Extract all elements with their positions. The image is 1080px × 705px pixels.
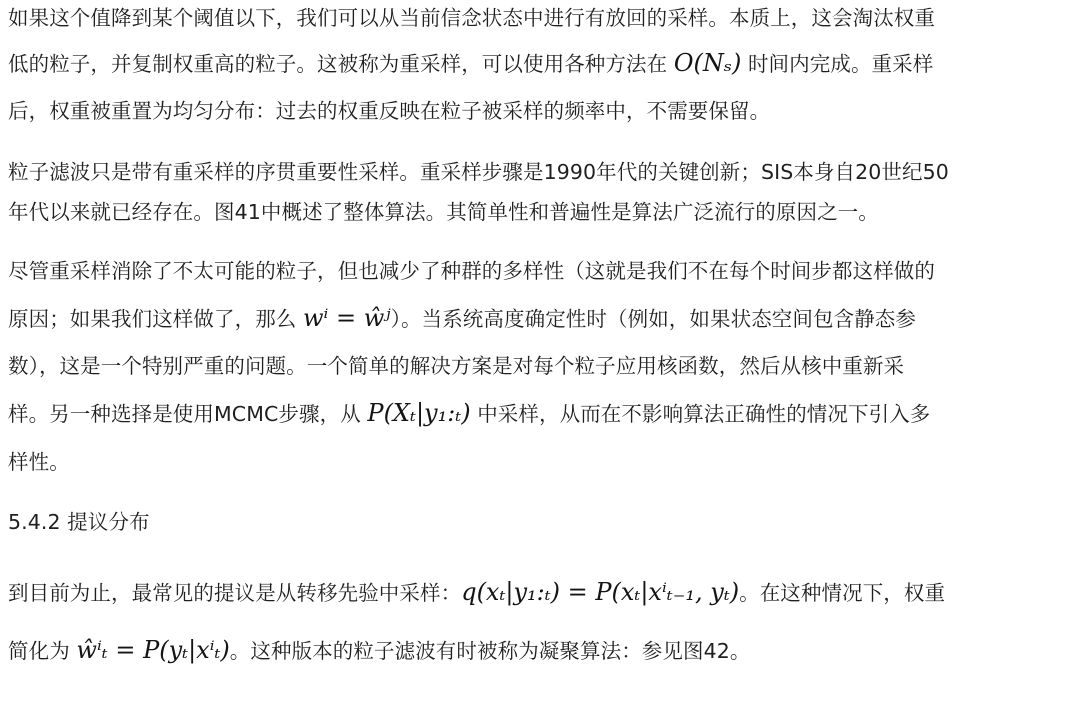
paragraph-3-line-2 <box>8 303 1070 333</box>
paragraph-1-line-3 <box>8 96 1070 126</box>
text-span: 年代以来就已经存在。图41中概述了整体算法。其简单性和普遍性是算法广泛流行的原因之一。 <box>8 200 879 224</box>
text-span: 到目前为止，最常见的提议是从转移先验中采样： <box>8 581 462 605</box>
math-weight-simplification: ŵⁱₜ = P(yₜ|xⁱₜ) <box>76 636 230 664</box>
paragraph-3-line-5 <box>8 447 1070 477</box>
text-span: 如果这个值降到某个阈值以下，我们可以从当前信念状态中进行有放回的采样。本质上，这会淘汰权重 <box>8 6 935 30</box>
paragraph-2-line-2 <box>8 197 1070 227</box>
math-resampling-complexity: O(Nₛ) <box>673 49 742 77</box>
paragraph-3-line-4 <box>8 398 1070 428</box>
section-heading-text: 5.4.2 提议分布 <box>8 510 150 534</box>
text-span: 样。另一种选择是使用MCMC步骤，从 <box>8 402 368 426</box>
paragraph-1-line-2 <box>8 48 1070 78</box>
proposal-line-2 <box>8 635 1070 665</box>
math-proposal-equation: q(xₜ|y₁:ₜ) = P(xₜ|xⁱₜ₋₁, yₜ) <box>461 578 740 606</box>
text-span: 尽管重采样消除了不太可能的粒子，但也减少了种群的多样性（这就是我们不在每个时间步都这样做的 <box>8 259 935 283</box>
paragraph-3-line-3 <box>8 351 1070 381</box>
text-span: 时间内完成。重采样 <box>741 52 934 76</box>
math-weight-equality: wⁱ = ŵʲ <box>303 304 391 332</box>
paragraph-3-line-1 <box>8 256 1070 286</box>
text-span: 。这种版本的粒子滤波有时被称为凝聚算法：参见图42。 <box>229 639 751 663</box>
text-span: 数），这是一个特别严重的问题。一个简单的解决方案是对每个粒子应用核函数，然后从核中重新采 <box>8 354 905 378</box>
text-span: ）。当系统高度确定性时（例如，如果状态空间包含静态参 <box>390 307 916 331</box>
proposal-line-1 <box>8 577 1070 607</box>
text-span: 原因；如果我们这样做了，那么 <box>8 307 304 331</box>
text-span: 粒子滤波只是带有重采样的序贯重要性采样。重采样步骤是1990年代的关键创新；SIS本身自20世纪50 <box>8 160 949 184</box>
math-posterior: P(Xₜ|y₁:ₜ) <box>367 399 471 427</box>
text-span: 低的粒子，并复制权重高的粒子。这被称为重采样，可以使用各种方法在 <box>8 52 674 76</box>
section-heading <box>8 507 1070 537</box>
text-span: 样性。 <box>8 450 70 474</box>
text-span: 简化为 <box>8 639 77 663</box>
paragraph-1-line-1 <box>8 3 1070 33</box>
text-span: 后，权重被重置为均匀分布：过去的权重反映在粒子被采样的频率中，不需要保留。 <box>8 99 771 123</box>
text-span: 中采样，从而在不影响算法正确性的情况下引入多 <box>470 402 931 426</box>
text-span: 。在这种情况下，权重 <box>739 581 946 605</box>
paragraph-2-line-1 <box>8 157 1070 187</box>
